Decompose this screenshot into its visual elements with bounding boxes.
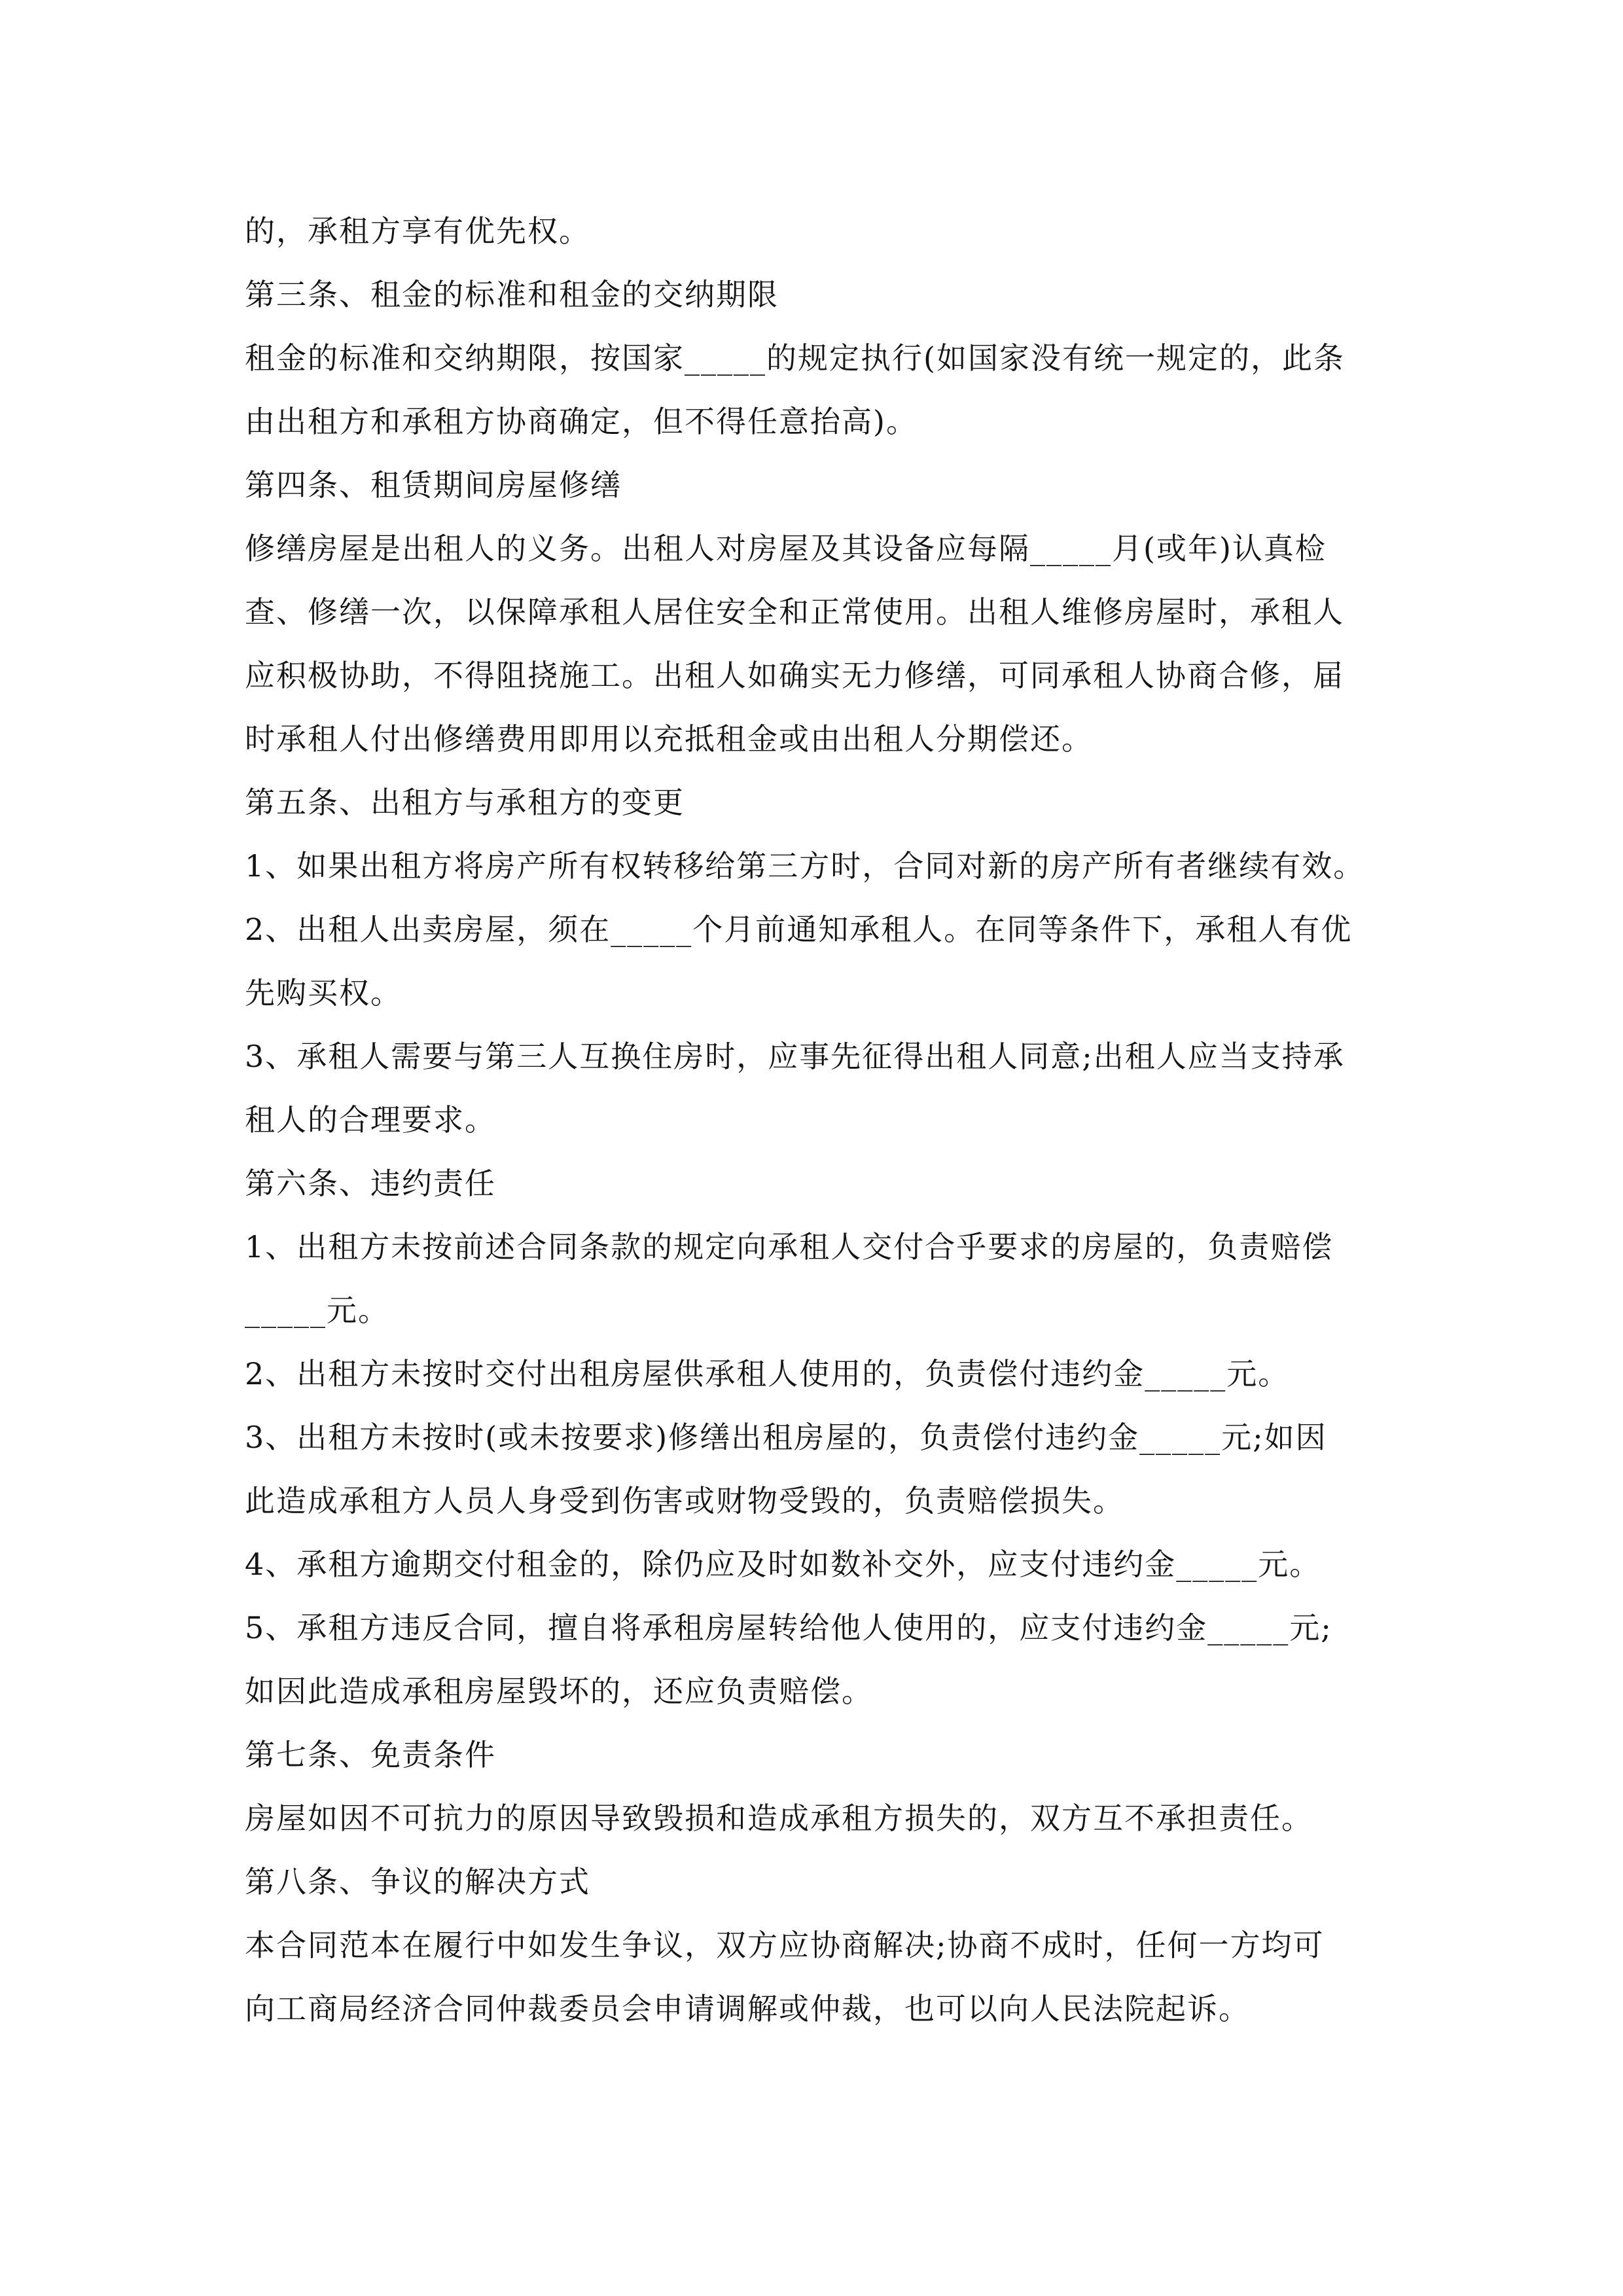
text-line: 租金的标准和交纳期限，按国家_____的规定执行(如国家没有统一规定的，此条	[245, 340, 1345, 376]
text-line: 应积极协助，不得阻挠施工。出租人如确实无力修缮，可同承租人协商合修，届	[245, 658, 1344, 693]
section-heading-5: 第五条、出租方与承租方的变更	[245, 785, 685, 820]
text-line: 1、如果出租方将房产所有权转移给第三方时，合同对新的房产所有者继续有效。	[245, 848, 1365, 884]
text-line: 1、出租方未按前述合同条款的规定向承租人交付合乎要求的房屋的，负责赔偿	[245, 1229, 1334, 1265]
text-line: 本合同范本在履行中如发生争议，双方应协商解决;协商不成时，任何一方均可	[245, 1928, 1325, 1963]
text-line: 如因此造成承租房屋毁坏的，还应负责赔偿。	[245, 1674, 873, 1709]
section-heading-4: 第四条、租赁期间房屋修缮	[245, 467, 622, 503]
text-line: 房屋如因不可抗力的原因导致毁损和造成承租方损失的，双方互不承担责任。	[245, 1801, 1313, 1836]
text-line: _____元。	[245, 1293, 389, 1328]
text-line: 查、修缮一次，以保障承租人居住安全和正常使用。出租人维修房屋时，承租人	[245, 594, 1344, 630]
text-line: 3、承租人需要与第三人互换住房时，应事先征得出租人同意;出租人应当支持承	[245, 1039, 1345, 1074]
contract-body	[245, 200, 1397, 2041]
text-line: 此造成承租方人员人身受到伤害或财物受毁的，负责赔偿损失。	[245, 1483, 1124, 1518]
text-line: 时承租人付出修缮费用即用以充抵租金或由出租人分期偿还。	[245, 721, 1093, 757]
text-line: 向工商局经济合同仲裁委员会申请调解或仲裁，也可以向人民法院起诉。	[245, 1991, 1250, 2026]
text-line: 2、出租人出卖房屋，须在_____个月前通知承租人。在同等条件下，承租人有优	[245, 912, 1353, 947]
text-line: 4、承租方逾期交付租金的，除仍应及时如数补交外，应支付违约金_____元。	[245, 1547, 1321, 1582]
text-line: 租人的合理要求。	[245, 1102, 496, 1138]
section-heading-8: 第八条、争议的解决方式	[245, 1864, 590, 1899]
text-line: 3、出租方未按时(或未按要求)修缮出租房屋的，负责偿付违约金_____元;如因	[245, 1420, 1327, 1455]
text-line: 由出租方和承租方协商确定，但不得任意抬高)。	[245, 404, 918, 439]
text-line: 先购买权。	[245, 975, 402, 1011]
text-line: 的，承租方享有优先权。	[245, 213, 590, 249]
text-line: 修缮房屋是出租人的义务。出租人对房屋及其设备应每隔_____月(或年)认真检	[245, 531, 1327, 566]
section-heading-3: 第三条、租金的标准和租金的交纳期限	[245, 277, 779, 312]
section-heading-6: 第六条、违约责任	[245, 1166, 496, 1201]
section-heading-7: 第七条、免责条件	[245, 1737, 496, 1772]
text-line: 2、出租方未按时交付出租房屋供承租人使用的，负责偿付违约金_____元。	[245, 1356, 1290, 1391]
text-line: 5、承租方违反合同，擅自将承租房屋转给他人使用的，应支付违约金_____元;	[245, 1610, 1332, 1645]
